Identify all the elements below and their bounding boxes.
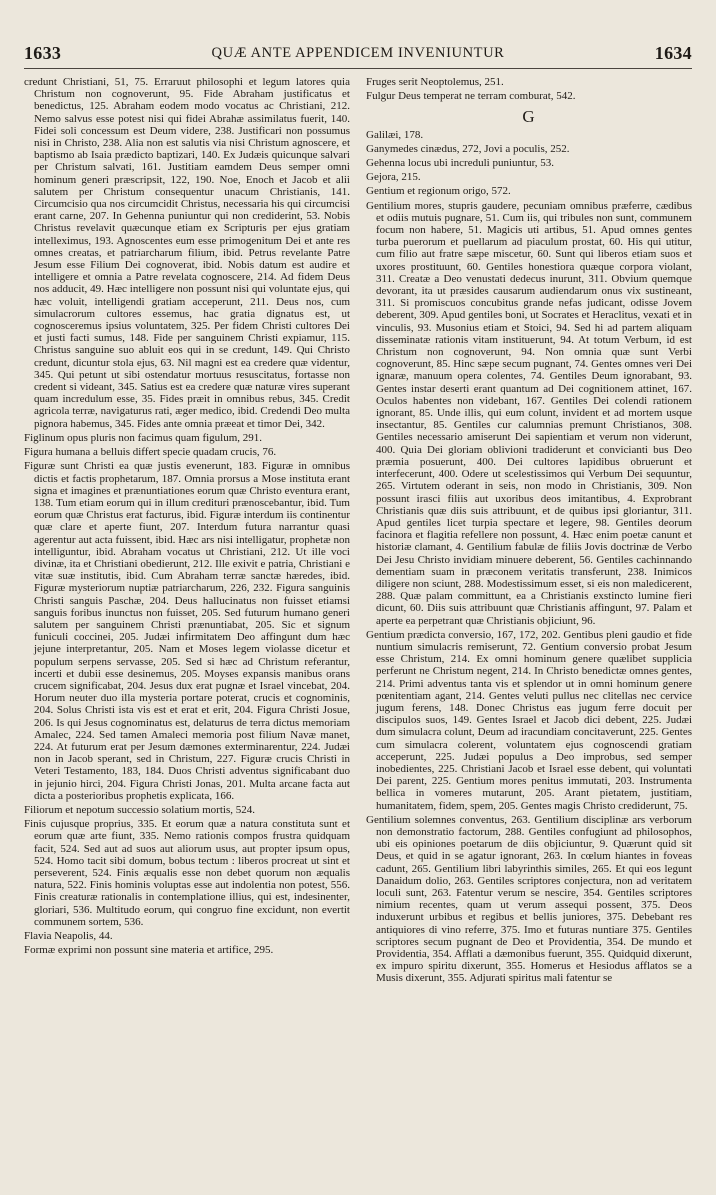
running-title: QUÆ ANTE APPENDICEM INVENIUNTUR [211,45,505,61]
left-column [24,76,350,1189]
index-entry: Gentilium solemnes conventus, 263. Gentilium disciplinæ ars verborum non demonstratio factorum, 288. Gentiles confugiunt ad philosophos, ubi eis opiniones poetarum de diis objiciuntur, 9. Quærunt quid sit Deus, et quid in se agatur ignorant, 263. In cœlum hiantes in foveas cadunt, 265. Gentilium libri labyrinthis similes, 265. Et qui eos legunt Danaidum dolio, 263. Gentiles scriptores conjectura, non ad veritatem loculi sunt, 263. Fatentur verum se nescire, 354. Gentiles scriptores nimium recentes, quam ut verum assequi possent, 375. Deos induxerunt urbibus et regibus et bellis juniores, 375. Debebant res antiquiores di vino referre, 375. Imo et futuras nuntiare 375. Gentiles scriptores secum pugnant de Deo et Providentia, 354. De mundo et Providentia, 354. Afflati a dæmonibus fuerunt, 355. Quidquid dixerunt, ex impuro spiritu dixerunt, 355. Homerus et Hesiodus afflatos se a Musis dixerunt, 355. Adjurati spiritus mali fatentur se [366,813,692,985]
index-entry: Galilæi, 178. [366,128,424,141]
page-header [24,40,692,69]
index-entry: Gentium prædicta conversio, 167, 172, 202. Gentibus pleni gaudio et fide nuntium simulacris remiserunt, 72. Gentium conversio probat Jesum esse Christum, 214. Ex omni hominum genere quælibet supplicia perferunt ne Christum negent, 214. In Christo benedictæ omnes gentes, 214. Primi adventus tanta vis et splendor ut in omni hominum genere pœnitentiam agant, 214. Gentes veluti pullus nec clitellas nec cervice jugum ferens, 148. Donec Christus eas jugum ferre docuit per discipulos suos, 149. Gentes Israel et Jacob dici debent, 225. Judæi dum simulacra colunt, Deum ad iracundiam concitaverunt, 225. Gentes cum simulacra colerent, voluntatem ejus cognoscendi gratiam acceperunt, 225. Judæi populus a Deo improbus, sed semper inobedientes, 225. Christiani Jacob et Israel esse debent, qui voluntati Dei parent, 225. Gentium mores penitus immutati, 203. Instrumenta bellica in vomeres mutarunt, 205. Arant pietatem, justitiam, humanitatem, fidem, spem, 205. Gentes magis Christo crediderunt, 75. [366,628,692,812]
index-entry: Gentium et regionum origo, 572. [366,185,511,198]
index-entry: Filiorum et nepotum successio solatium mortis, 524. [24,803,255,816]
two-column-body [24,76,692,1189]
index-entry: Gentilium mores, stupris gaudere, pecuniam omnibus præferre, cædibus et odiis mutuis pugnare, 51. Cum iis, qui tribules non sunt, communem focum non habere, 51. Magicis uti artibus, 51. Apud omnes gentes turba puerorum et puellarum ad piaculum prostat, 60. His qui utitur, cum filio aut fratre sæpe miscetur, 60. Sunt qui liberos etiam suos et uxores prostituunt, 60. Gentiles honestiora quæque corpora violant, 311. Creatæ a Deo venustati dedecus inurunt, 311. Obvium quemque devorant, ita ut præsides causarum audiendarum onus vix sustineant, 311. Si promiscuos concubitus grande nefas judicant, odisse Jovem deberent, 309. Apud gentiles boni, ut Socrates et Heraclitus, vexati et in vinculis, 93. Musonius etiam et Stoici, 94. Sed hi ad partem aliquam disseminatæ rationis vitam instituerunt, 94. At totum Verbum, id est Christum non cognoverunt, 94. Non omnia quæ sunt Verbi cognoverunt, 85. Hinc sæpe secum pugnant, 74. Gentes omnes veri Dei ignaræ, manuum opera colentes, 74. Gentiles Deum ignorabant, 93. Gentes instar deserti erant quantum ad Dei cognitionem attinet, 167. Oculos habentes non videbant, 167. Gentiles Dei colendi rationem ignorant, 85. Unde illis, qui eum colunt, invident et ad mortem usque insectantur, 85. Gentiles cur calumnias premunt Christianos, 308. Gentiles necessario amiserunt Dei sapientiam et verum non viderunt, 400. Quia Dei gloriam oblivioni tradiderunt et convicianti bus Deo præmia posuerunt, 400. Dei cultores lapidibus obruerunt et interfecerunt, 400. Odere ut scelestissimos qui Verbum Dei sequuntur, 265. Virtutem oderant in seis, non modo in Christianis, 309. Non possunt irasci filiis aut uxoribus deos imitantibus, 4. Exprobrant Christianis quæ diis suis attribuunt, et de quibus ipsi gloriantur, 311. Apud gentiles licet turpia spectare et legere, 98. Gentiles deorum facinora et flagitia refellere non possunt, 4. Hæc enim poetæ canunt et historiæ clamant, 4. Gentilium fabulæ de filiis Jovis doctrinæ de Verbo Dei Jesu Christo invidiam minuere deberent, 56. Gentiles cachinnando dementiam suam in præconem veritatis transferunt, 238. Inimicos diligere non sciunt, 288. Modestissimum esset, si eis non maledicerent, 288. Quæ palam committunt, ea a Christianis exstincto lumine fieri dicunt, 60. Diis suis attribuunt quæ Christianis affingunt, 97. Palam et aperte ea perpetrant quæ Christianis objiciunt, 96. [366,199,692,627]
index-entry: Figuræ sunt Christi ea quæ justis evenerunt, 183. Figuræ in omnibus dictis et factis prophetarum, 187. Omnia prorsus a Mose instituta erant signa et imagines et prænuntiationes eorum quæ Christo eventura erant, 138. Tum etiam eorum qui in illum credituri prænoscebantur, ibid. Tum eorum quæ Christus erat facturus, ibid. Figuræ interdum iis continentur quæ clare et aperte fiunt, 207. Interdum futura narrantur quasi agerentur aut acta fuissent, ibid. Hæc ars nisi intelligatur, prophetæ non intelliguntur, ibid. Abraham vocatus ut Christiani, 212. Ut ille voci divinæ, ita et Christiani obedierunt, 212. Ille exivit e patria, Christiani e vitæ suæ institutis, ibid. Cum Abraham terræ sanctæ hæredes, ibid. Figuræ mysteriorum nuptiæ patriarcharum, 226, 232. Figura sanguinis Christi sanguis Paschæ, 204. Deus hallucinatus non fuisset etiamsi sanguis foribus inunctus non fuisset, 205. Sed futurum humano generi salutem per sanguinem Christi prænuntiabat, 205. Sic et signum funiculi coccinei, 205. Judæi infirmitatem Deo affingunt dum hæc jejune interpretantur, 205. Nam et Moses legem violasse dicetur et populum serpens servasse, 205. Sed si hæc ad Christum referantur, incerti et dubii esse desinemus, 205. Moyses expansis manibus orans crucem significabat, 204. Jesus dux erat pugnæ et Israel vincebat, 204. Horum neuter duo illa mysteria portare poterat, crucis et cognominis, 204. Solus Christi ista vis est et erat et erit, 204. Figura Christi Josue, 206. Is qui Jesus cognominatus est, delaturus de terra dictus memoriam Amalec, 224. Sed tamen Amaleci memoria post filium Navæ manet, 224. At futurum erat per Jesum dæmones exterminarentur, 224. Judæi non in Jacob sperant, sed in Christum, 227. Figuræ crucis Christi in Veteri Testamento, 183, 184. Duos Christi adventus significabant duo in jejunio hirci, 204. Figura Christi Jonas, 201. Multa arcane facta aut dicta a posterioribus prophetis explicata, 166. [24,460,350,802]
index-entry: Flavia Neapolis, 44. [24,930,113,943]
index-entry: Fruges serit Neoptolemus, 251. [366,76,504,88]
index-entry: Fulgur Deus temperat ne terram comburat, 542. [366,90,576,103]
index-entry: Formæ exprimi non possunt sine materia et artifice, 295. [24,944,274,957]
index-entry: Figura humana a belluis differt specie quadam crucis, 76. [24,446,277,459]
right-column [366,76,692,1189]
section-letter-heading: G [522,107,536,127]
page-number-left: 1633 [24,43,62,63]
index-entry: credunt Christiani, 51, 75. Erraruut philosophi et legum latores quia Christum non cognoverunt, 95. Fide Abraham justificatus et benedictus, 125. Abraham eodem modo vocatus ac Christiani, 212. Nemo salvus esse potest nisi qui fidei Abrahæ assimilatus fuerit, 140. Fidei soli concessum est Deum videre, 238. Justificari non possumus nisi in Christo, 238. Alia non est salutis via nisi Christum agnoscere, et baptismo ab Isaia prædicto baptizari, 140. Ex Judæis quicunque salvari per Christum salvati, 161. Justitiam eamdem Deus semper omni hominum generi præscripsit, 122, 190. Noe, Enoch et Jacob et alii salutem per Christum consequentur unacum Christianis, 141. Circumcisio qua nos circumcidit Christus, necessaria his qui circumcisi erant carne, 207. In Gehenna puniuntur qui non crediderint, 53. Nobis Christus revelavit quæcunque etiam ex Scripturis per ejus gratiam intelleximus, 193. Agnoscentes eum esse primogenitum Dei et ante res omnes creatas, et patriarcharum filium, ibid. Petrus revelante Patre Jesum esse Filium Dei cognoverat, ibid. Nobis datum est audire et intelligere et omnia a Patre revelata cognoscere, 214. Ad fidem Deus nos adducit, 49. Hæc intelligere non possunt nisi qui voluntate ejus, qui hæc voluit, intelligendi gratiam acceperunt, 211. Deus nos, cum simulacrorum cultores essemus, hac gratia dignatus est, ut cognosceremus ipsius voluntatem, 325. Per fidem Christi cultores Dei et justi facti sumus, 148. Fide per sanguinem Christi expiamur, 115. Christus sanguine suo abluit eos qui in se credunt, 149. Qui Christo credunt, dicuntur stola ejus, 63. Nil magni est ea credere quæ videntur, 345. Qui petunt ut sibi ostendatur mortuus resuscitatus, fortasse non credent si videant, 345. Satius est ea credere quæ naturæ vires superant quam incredulum esse, 35. Fides præit in omnibus rebus, 345. Credit agricola terræ, navigaturus rati, æger medico, ibid. Credendi Deo multa pignora habemus, 345. Fides ante omnia præeat et timor Dei, 342. [24,76,350,430]
index-entry: Gehenna locus ubi increduli puniuntur, 53. [366,157,555,170]
page-number-right: 1634 [654,43,692,63]
index-entry: Figlinum opus pluris non facimus quam figulum, 291. [24,431,263,444]
index-entry: Finis cujusque proprius, 335. Et eorum quæ a natura constituta sunt et eorum quæ arte fiunt, 335. Nemo rationis compos frustra quidquam facit, 524. Sed aut ad suos aut aliorum usus, aut propter ipsum opus, 524. Homo tacit sibi domum, bobus tectum : liberos procreat ut sint et perseverent, 524. Finis æqualis esse non debet quorum non æqualis natura, 522. Finis hominis voluptas esse aut indolentia non potest, 556. Finis creaturæ rationalis in contemplatione illius, qui est, indesinenter, gloriari, 536. Multitudo eorum, qui congruo fine excidunt, non evertit communem sortem, 536. [24,818,350,928]
index-entry: Ganymedes cinædus, 272, Jovi a poculis, 252. [366,142,570,155]
index-entry: Gejora, 215. [366,171,421,184]
